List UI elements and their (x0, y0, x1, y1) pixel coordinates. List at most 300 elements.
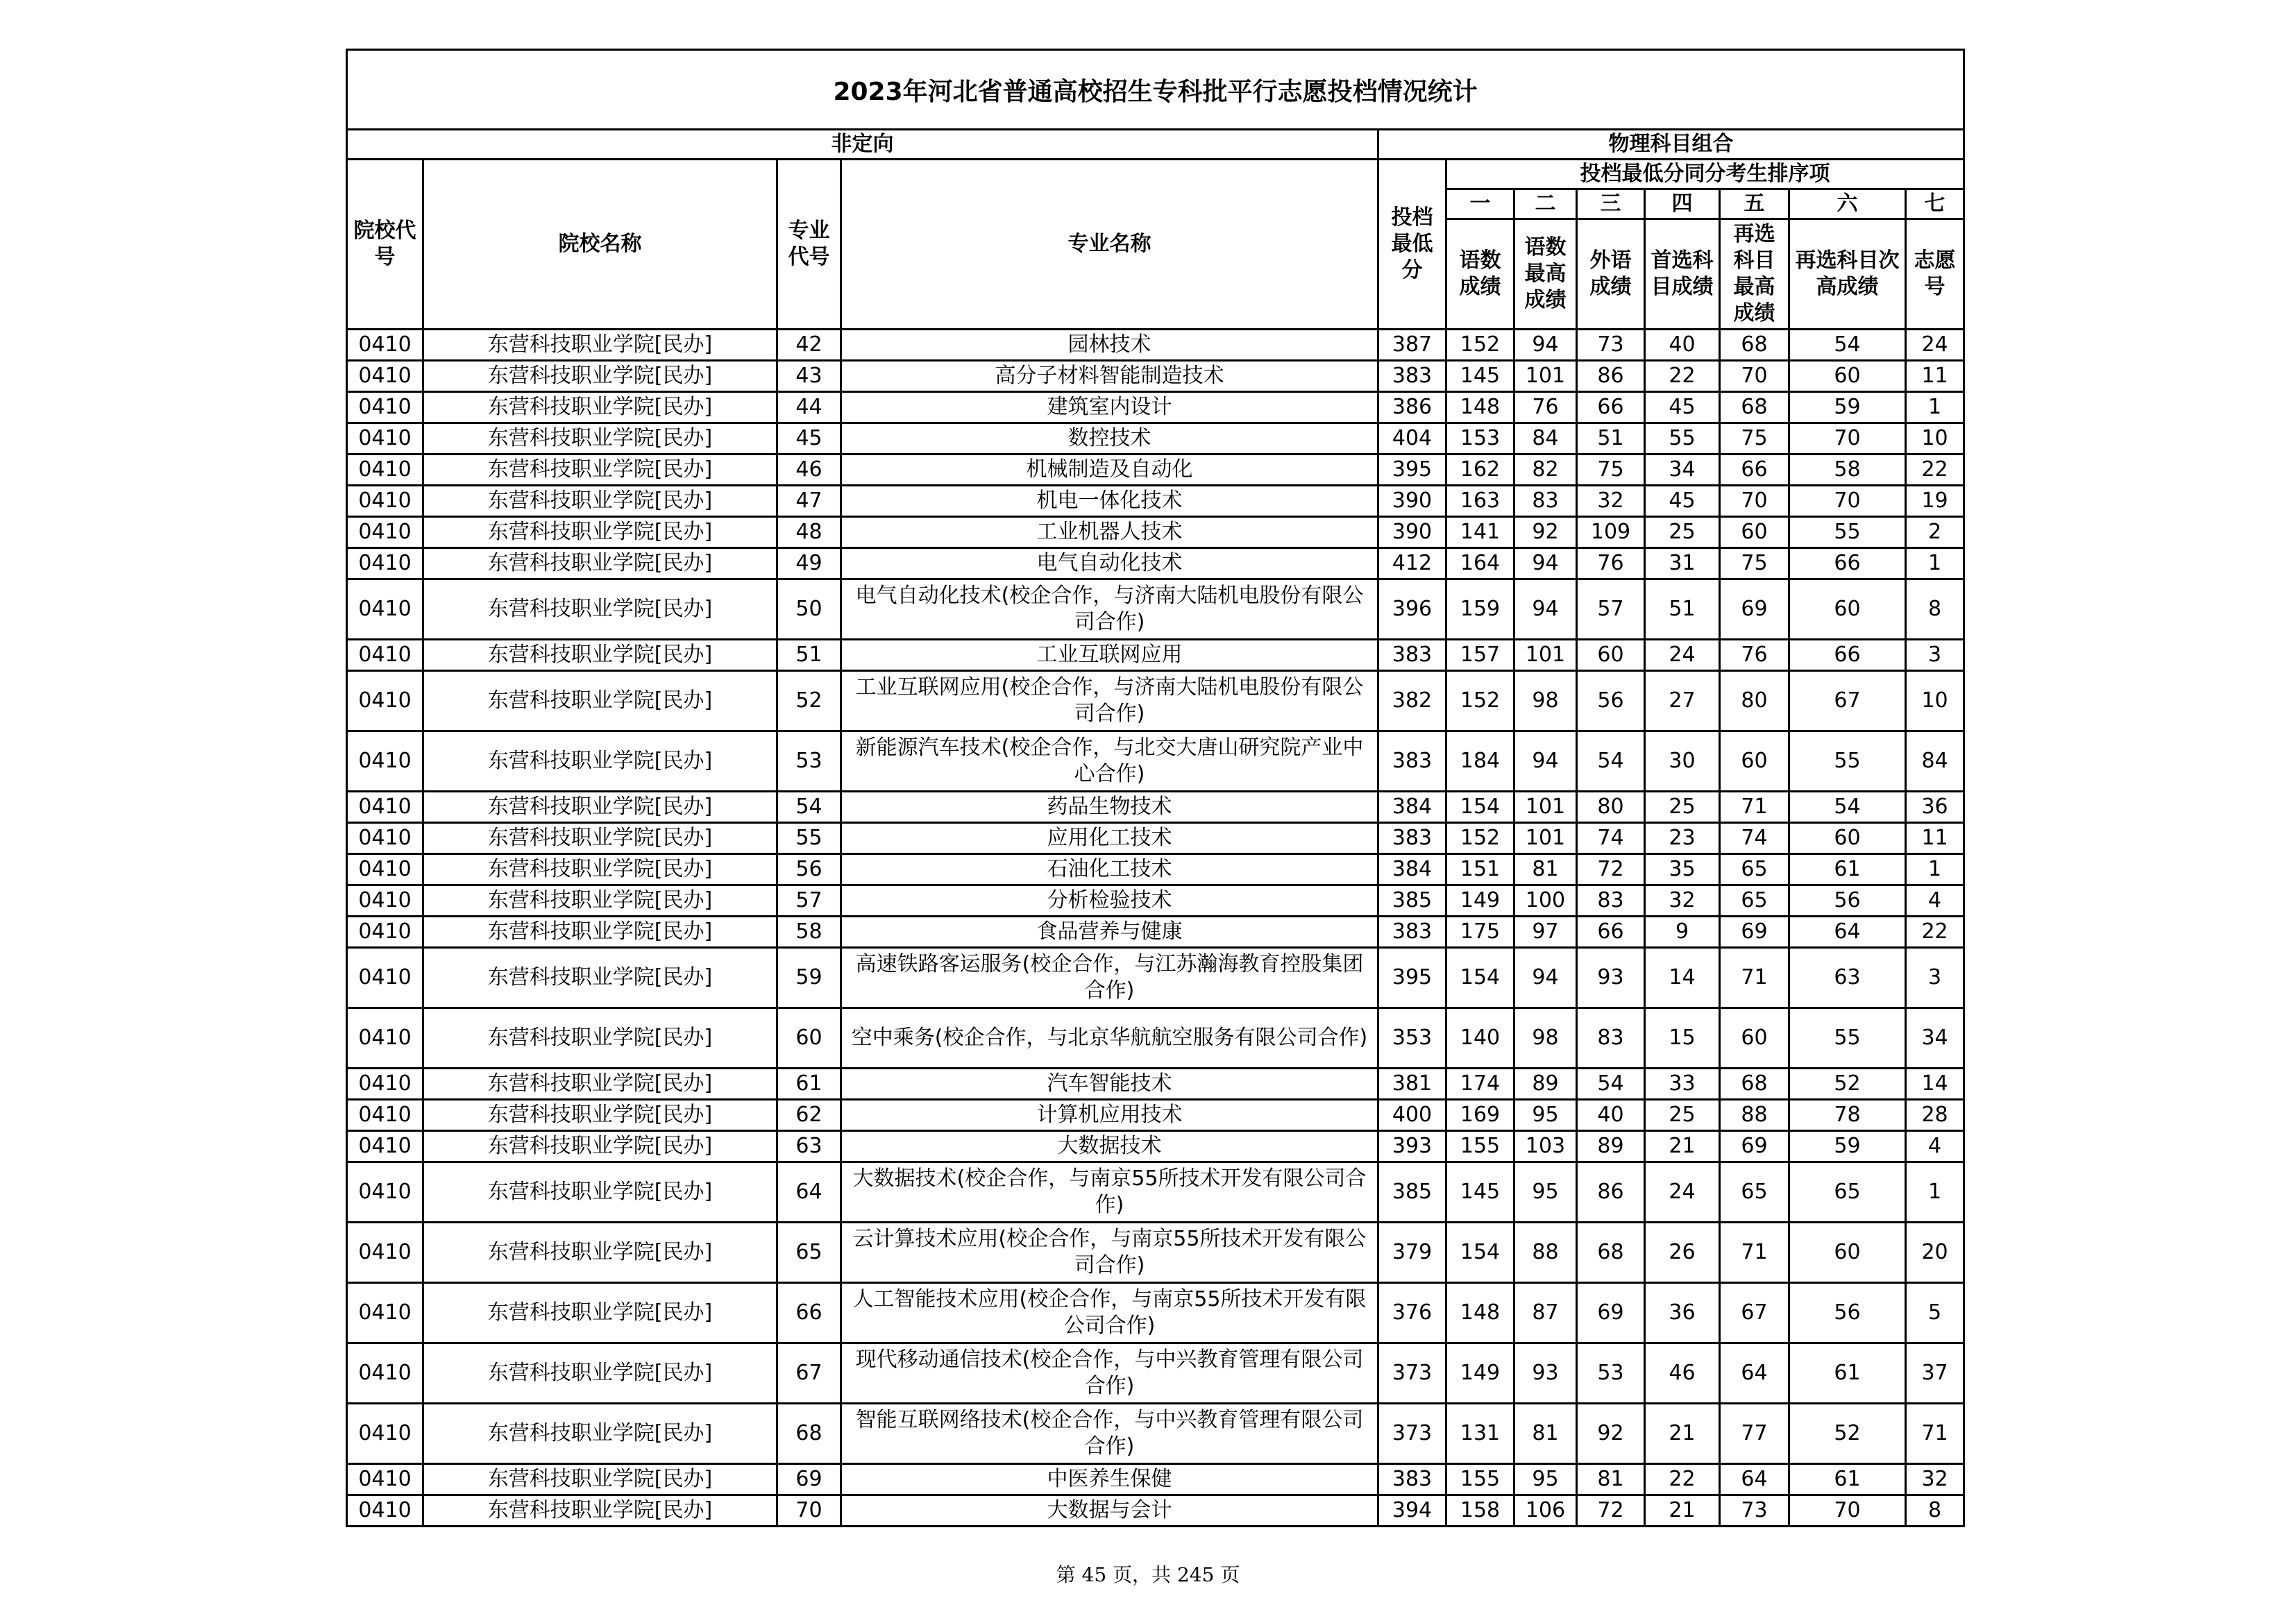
school-name-cell: 东营科技职业学院[民办] (423, 823, 777, 854)
rank6-cell: 59 (1789, 392, 1906, 423)
rank4-cell: 36 (1645, 1283, 1720, 1343)
major-name-cell: 智能互联网络技术(校企合作，与中兴教育管理有限公司合作) (841, 1404, 1378, 1464)
school-code-cell: 0410 (347, 1343, 423, 1404)
rank1-cell: 155 (1446, 1131, 1514, 1162)
rank7-cell: 1 (1906, 854, 1964, 885)
major-name-cell: 大数据技术(校企合作，与南京55所技术开发有限公司合作) (841, 1162, 1378, 1223)
table-body (347, 330, 1964, 1527)
rank3-cell: 53 (1577, 1343, 1645, 1404)
rank1-cell: 154 (1446, 792, 1514, 823)
rank5-cell: 88 (1720, 1100, 1789, 1131)
school-name-cell: 东营科技职业学院[民办] (423, 579, 777, 640)
school-code-cell: 0410 (347, 423, 423, 454)
col-header-min-score: 投档最低分 (1378, 160, 1446, 330)
rank5-cell: 65 (1720, 1162, 1789, 1223)
rank4-cell: 27 (1645, 671, 1720, 731)
rank1-cell: 154 (1446, 948, 1514, 1008)
rank3-cell: 80 (1577, 792, 1645, 823)
major-name-cell: 电气自动化技术 (841, 548, 1378, 579)
rank2-cell: 94 (1514, 548, 1577, 579)
rank4-cell: 26 (1645, 1223, 1720, 1283)
table-row (347, 731, 1964, 792)
rank1-cell: 148 (1446, 392, 1514, 423)
col-header-school-code: 院校代号 (347, 160, 423, 330)
major-code-cell: 45 (777, 423, 841, 454)
rank1-cell: 154 (1446, 1223, 1514, 1283)
min-score-cell: 386 (1378, 392, 1446, 423)
school-name-cell: 东营科技职业学院[民办] (423, 1162, 777, 1223)
col-header-school-name: 院校名称 (423, 160, 777, 330)
min-score-cell: 385 (1378, 1162, 1446, 1223)
rank5-cell: 64 (1720, 1464, 1789, 1495)
school-code-cell: 0410 (347, 1223, 423, 1283)
rank5-cell: 71 (1720, 1223, 1789, 1283)
rank6-cell: 52 (1789, 1404, 1906, 1464)
rank3-cell: 51 (1577, 423, 1645, 454)
rank1-cell: 140 (1446, 1008, 1514, 1069)
table-row (347, 1223, 1964, 1283)
rank3-cell: 60 (1577, 640, 1645, 671)
min-score-cell: 390 (1378, 486, 1446, 517)
table-row (347, 854, 1964, 885)
rank3-cell: 83 (1577, 1008, 1645, 1069)
rank6-cell: 58 (1789, 454, 1906, 486)
rank4-cell: 40 (1645, 330, 1720, 361)
rank2-cell: 89 (1514, 1069, 1577, 1100)
rank4-cell: 22 (1645, 361, 1720, 392)
rank7-cell: 10 (1906, 671, 1964, 731)
rank7-cell: 32 (1906, 1464, 1964, 1495)
rank2-cell: 81 (1514, 854, 1577, 885)
major-code-cell: 46 (777, 454, 841, 486)
school-code-cell: 0410 (347, 1283, 423, 1343)
major-code-cell: 67 (777, 1343, 841, 1404)
table-row (347, 671, 1964, 731)
rank1-cell: 151 (1446, 854, 1514, 885)
major-name-cell: 电气自动化技术(校企合作，与济南大陆机电股份有限公司合作) (841, 579, 1378, 640)
rank6-cell: 70 (1789, 486, 1906, 517)
rank5-cell: 77 (1720, 1404, 1789, 1464)
rank6-cell: 63 (1789, 948, 1906, 1008)
rank4-cell: 31 (1645, 548, 1720, 579)
rank1-cell: 153 (1446, 423, 1514, 454)
rank4-cell: 46 (1645, 1343, 1720, 1404)
rank7-cell: 11 (1906, 361, 1964, 392)
rank6-cell: 54 (1789, 330, 1906, 361)
school-code-cell: 0410 (347, 731, 423, 792)
rank5-cell: 74 (1720, 823, 1789, 854)
rank3-cell: 54 (1577, 1069, 1645, 1100)
rank3-cell: 86 (1577, 1162, 1645, 1223)
rank-label-3: 外语成绩 (1577, 219, 1645, 330)
school-code-cell: 0410 (347, 1100, 423, 1131)
rank4-cell: 21 (1645, 1404, 1720, 1464)
school-code-cell: 0410 (347, 1464, 423, 1495)
rank6-cell: 66 (1789, 640, 1906, 671)
min-score-cell: 384 (1378, 854, 1446, 885)
min-score-cell: 384 (1378, 792, 1446, 823)
rank7-cell: 4 (1906, 1131, 1964, 1162)
rank3-cell: 89 (1577, 1131, 1645, 1162)
major-name-cell: 大数据与会计 (841, 1495, 1378, 1527)
major-code-cell: 59 (777, 948, 841, 1008)
school-name-cell: 东营科技职业学院[民办] (423, 792, 777, 823)
rank7-cell: 20 (1906, 1223, 1964, 1283)
rank7-cell: 36 (1906, 792, 1964, 823)
rank-label-2: 语数最高成绩 (1514, 219, 1577, 330)
rank3-cell: 32 (1577, 486, 1645, 517)
major-code-cell: 64 (777, 1162, 841, 1223)
rank6-cell: 64 (1789, 917, 1906, 948)
rank4-cell: 45 (1645, 486, 1720, 517)
rank6-cell: 60 (1789, 361, 1906, 392)
rank7-cell: 2 (1906, 517, 1964, 548)
major-name-cell: 食品营养与健康 (841, 917, 1378, 948)
rank1-cell: 145 (1446, 1162, 1514, 1223)
rank3-cell: 68 (1577, 1223, 1645, 1283)
major-code-cell: 43 (777, 361, 841, 392)
table-row (347, 486, 1964, 517)
major-code-cell: 55 (777, 823, 841, 854)
rank5-cell: 68 (1720, 392, 1789, 423)
major-name-cell: 汽车智能技术 (841, 1069, 1378, 1100)
group-header-physics-combination: 物理科目组合 (1378, 130, 1964, 160)
rank4-cell: 35 (1645, 854, 1720, 885)
min-score-cell: 385 (1378, 885, 1446, 917)
school-name-cell: 东营科技职业学院[民办] (423, 1495, 777, 1527)
rank1-cell: 149 (1446, 1343, 1514, 1404)
rank6-cell: 61 (1789, 1464, 1906, 1495)
rank2-cell: 101 (1514, 361, 1577, 392)
rank3-cell: 83 (1577, 885, 1645, 917)
rank5-cell: 71 (1720, 948, 1789, 1008)
rank5-cell: 68 (1720, 330, 1789, 361)
min-score-cell: 383 (1378, 917, 1446, 948)
rank-label-4: 首选科目成绩 (1645, 219, 1720, 330)
school-name-cell: 东营科技职业学院[民办] (423, 1343, 777, 1404)
rank6-cell: 55 (1789, 1008, 1906, 1069)
major-code-cell: 48 (777, 517, 841, 548)
rank1-cell: 145 (1446, 361, 1514, 392)
rank5-cell: 76 (1720, 640, 1789, 671)
major-code-cell: 57 (777, 885, 841, 917)
rank1-cell: 162 (1446, 454, 1514, 486)
rank2-cell: 94 (1514, 948, 1577, 1008)
min-score-cell: 381 (1378, 1069, 1446, 1100)
table-row (347, 792, 1964, 823)
rank3-cell: 66 (1577, 917, 1645, 948)
major-code-cell: 65 (777, 1223, 841, 1283)
major-code-cell: 53 (777, 731, 841, 792)
rank6-cell: 61 (1789, 1343, 1906, 1404)
major-name-cell: 机械制造及自动化 (841, 454, 1378, 486)
rank6-cell: 65 (1789, 1162, 1906, 1223)
rank3-cell: 93 (1577, 948, 1645, 1008)
school-name-cell: 东营科技职业学院[民办] (423, 948, 777, 1008)
rank1-cell: 152 (1446, 671, 1514, 731)
school-code-cell: 0410 (347, 517, 423, 548)
table-row (347, 1008, 1964, 1069)
school-code-cell: 0410 (347, 548, 423, 579)
rank-label-7: 志愿号 (1906, 219, 1964, 330)
rank7-cell: 22 (1906, 917, 1964, 948)
rank1-cell: 152 (1446, 823, 1514, 854)
major-name-cell: 机电一体化技术 (841, 486, 1378, 517)
major-code-cell: 51 (777, 640, 841, 671)
rank1-cell: 155 (1446, 1464, 1514, 1495)
rank6-cell: 55 (1789, 731, 1906, 792)
rank-header-6: 六 (1789, 189, 1906, 219)
school-name-cell: 东营科技职业学院[民办] (423, 548, 777, 579)
rank4-cell: 25 (1645, 1100, 1720, 1131)
school-name-cell: 东营科技职业学院[民办] (423, 917, 777, 948)
table-row (347, 548, 1964, 579)
rank7-cell: 1 (1906, 1162, 1964, 1223)
rank5-cell: 67 (1720, 1283, 1789, 1343)
school-code-cell: 0410 (347, 486, 423, 517)
min-score-cell: 373 (1378, 1404, 1446, 1464)
page-footer: 第 45 页，共 245 页 (1056, 1563, 1240, 1586)
min-score-cell: 383 (1378, 731, 1446, 792)
school-code-cell: 0410 (347, 1495, 423, 1527)
school-name-cell: 东营科技职业学院[民办] (423, 1283, 777, 1343)
min-score-cell: 376 (1378, 1283, 1446, 1343)
rank3-cell: 72 (1577, 1495, 1645, 1527)
rank5-cell: 70 (1720, 486, 1789, 517)
school-code-cell: 0410 (347, 330, 423, 361)
rank6-cell: 59 (1789, 1131, 1906, 1162)
school-name-cell: 东营科技职业学院[民办] (423, 361, 777, 392)
min-score-cell: 383 (1378, 361, 1446, 392)
major-code-cell: 63 (777, 1131, 841, 1162)
rank3-cell: 74 (1577, 823, 1645, 854)
major-code-cell: 60 (777, 1008, 841, 1069)
school-code-cell: 0410 (347, 792, 423, 823)
rank6-cell: 54 (1789, 792, 1906, 823)
min-score-cell: 383 (1378, 640, 1446, 671)
table-row (347, 917, 1964, 948)
rank4-cell: 15 (1645, 1008, 1720, 1069)
rank5-cell: 60 (1720, 731, 1789, 792)
rank2-cell: 106 (1514, 1495, 1577, 1527)
rank5-cell: 69 (1720, 579, 1789, 640)
school-code-cell: 0410 (347, 885, 423, 917)
rank7-cell: 37 (1906, 1343, 1964, 1404)
school-code-cell: 0410 (347, 823, 423, 854)
rank7-cell: 19 (1906, 486, 1964, 517)
rank1-cell: 148 (1446, 1283, 1514, 1343)
school-code-cell: 0410 (347, 579, 423, 640)
major-code-cell: 50 (777, 579, 841, 640)
major-name-cell: 计算机应用技术 (841, 1100, 1378, 1131)
rank7-cell: 22 (1906, 454, 1964, 486)
min-score-cell: 373 (1378, 1343, 1446, 1404)
table-row (347, 392, 1964, 423)
min-score-cell: 353 (1378, 1008, 1446, 1069)
rank7-cell: 24 (1906, 330, 1964, 361)
school-name-cell: 东营科技职业学院[民办] (423, 423, 777, 454)
rank5-cell: 80 (1720, 671, 1789, 731)
rank2-cell: 95 (1514, 1464, 1577, 1495)
rank3-cell: 69 (1577, 1283, 1645, 1343)
major-code-cell: 56 (777, 854, 841, 885)
table-row (347, 1100, 1964, 1131)
rank1-cell: 152 (1446, 330, 1514, 361)
rank2-cell: 94 (1514, 330, 1577, 361)
rank7-cell: 71 (1906, 1404, 1964, 1464)
rank1-cell: 175 (1446, 917, 1514, 948)
rank3-cell: 75 (1577, 454, 1645, 486)
school-name-cell: 东营科技职业学院[民办] (423, 1464, 777, 1495)
major-name-cell: 中医养生保健 (841, 1464, 1378, 1495)
school-name-cell: 东营科技职业学院[民办] (423, 1100, 777, 1131)
rank-header-3: 三 (1577, 189, 1645, 219)
school-name-cell: 东营科技职业学院[民办] (423, 854, 777, 885)
rank5-cell: 60 (1720, 1008, 1789, 1069)
major-name-cell: 云计算技术应用(校企合作，与南京55所技术开发有限公司合作) (841, 1223, 1378, 1283)
min-score-cell: 383 (1378, 823, 1446, 854)
rank2-cell: 98 (1514, 671, 1577, 731)
rank-label-6: 再选科目次高成绩 (1789, 219, 1906, 330)
min-score-cell: 404 (1378, 423, 1446, 454)
rank4-cell: 14 (1645, 948, 1720, 1008)
major-name-cell: 药品生物技术 (841, 792, 1378, 823)
min-score-cell: 390 (1378, 517, 1446, 548)
rank2-cell: 76 (1514, 392, 1577, 423)
col-header-major-name: 专业名称 (841, 160, 1378, 330)
rank3-cell: 76 (1577, 548, 1645, 579)
rank2-cell: 87 (1514, 1283, 1577, 1343)
rank4-cell: 33 (1645, 1069, 1720, 1100)
rank6-cell: 61 (1789, 854, 1906, 885)
rank-header-5: 五 (1720, 189, 1789, 219)
table-row (347, 361, 1964, 392)
rank2-cell: 92 (1514, 517, 1577, 548)
rank4-cell: 21 (1645, 1131, 1720, 1162)
table-row (347, 579, 1964, 640)
table-row (347, 1495, 1964, 1527)
rank6-cell: 70 (1789, 423, 1906, 454)
table-row (347, 454, 1964, 486)
col-header-major-code: 专业代号 (777, 160, 841, 330)
school-code-cell: 0410 (347, 948, 423, 1008)
rank1-cell: 141 (1446, 517, 1514, 548)
rank-header-1: 一 (1446, 189, 1514, 219)
school-name-cell: 东营科技职业学院[民办] (423, 330, 777, 361)
rank3-cell: 86 (1577, 361, 1645, 392)
rank6-cell: 56 (1789, 885, 1906, 917)
table-row (347, 1404, 1964, 1464)
rank2-cell: 101 (1514, 792, 1577, 823)
rank3-cell: 81 (1577, 1464, 1645, 1495)
min-score-cell: 387 (1378, 330, 1446, 361)
rank3-cell: 54 (1577, 731, 1645, 792)
major-name-cell: 园林技术 (841, 330, 1378, 361)
group-header-tie-break: 投档最低分同分考生排序项 (1446, 160, 1964, 189)
group-header-non-directed: 非定向 (347, 130, 1378, 160)
table-row (347, 423, 1964, 454)
rank3-cell: 109 (1577, 517, 1645, 548)
rank5-cell: 69 (1720, 1131, 1789, 1162)
rank7-cell: 1 (1906, 392, 1964, 423)
rank4-cell: 51 (1645, 579, 1720, 640)
major-code-cell: 66 (777, 1283, 841, 1343)
rank4-cell: 25 (1645, 792, 1720, 823)
major-code-cell: 47 (777, 486, 841, 517)
major-code-cell: 44 (777, 392, 841, 423)
rank7-cell: 3 (1906, 948, 1964, 1008)
major-code-cell: 54 (777, 792, 841, 823)
rank7-cell: 3 (1906, 640, 1964, 671)
rank5-cell: 68 (1720, 1069, 1789, 1100)
rank1-cell: 164 (1446, 548, 1514, 579)
major-name-cell: 人工智能技术应用(校企合作，与南京55所技术开发有限公司合作) (841, 1283, 1378, 1343)
major-code-cell: 52 (777, 671, 841, 731)
school-code-cell: 0410 (347, 1069, 423, 1100)
rank2-cell: 103 (1514, 1131, 1577, 1162)
major-name-cell: 石油化工技术 (841, 854, 1378, 885)
rank3-cell: 40 (1577, 1100, 1645, 1131)
table-row (347, 1343, 1964, 1404)
table-title: 2023年河北省普通高校招生专科批平行志愿投档情况统计 (347, 50, 1964, 130)
rank5-cell: 69 (1720, 917, 1789, 948)
school-code-cell: 0410 (347, 454, 423, 486)
rank2-cell: 101 (1514, 823, 1577, 854)
rank1-cell: 184 (1446, 731, 1514, 792)
rank6-cell: 60 (1789, 579, 1906, 640)
rank1-cell: 169 (1446, 1100, 1514, 1131)
major-name-cell: 数控技术 (841, 423, 1378, 454)
rank2-cell: 98 (1514, 1008, 1577, 1069)
min-score-cell: 394 (1378, 1495, 1446, 1527)
major-code-cell: 61 (777, 1069, 841, 1100)
rank3-cell: 57 (1577, 579, 1645, 640)
table-row (347, 330, 1964, 361)
major-code-cell: 69 (777, 1464, 841, 1495)
rank7-cell: 84 (1906, 731, 1964, 792)
rank1-cell: 158 (1446, 1495, 1514, 1527)
rank2-cell: 93 (1514, 1343, 1577, 1404)
major-code-cell: 58 (777, 917, 841, 948)
rank2-cell: 81 (1514, 1404, 1577, 1464)
major-name-cell: 新能源汽车技术(校企合作，与北交大唐山研究院产业中心合作) (841, 731, 1378, 792)
rank5-cell: 65 (1720, 885, 1789, 917)
rank7-cell: 28 (1906, 1100, 1964, 1131)
rank4-cell: 32 (1645, 885, 1720, 917)
rank4-cell: 24 (1645, 1162, 1720, 1223)
school-name-cell: 东营科技职业学院[民办] (423, 885, 777, 917)
rank3-cell: 56 (1577, 671, 1645, 731)
rank7-cell: 14 (1906, 1069, 1964, 1100)
rank4-cell: 21 (1645, 1495, 1720, 1527)
rank3-cell: 72 (1577, 854, 1645, 885)
major-name-cell: 工业互联网应用(校企合作，与济南大陆机电股份有限公司合作) (841, 671, 1378, 731)
rank6-cell: 55 (1789, 517, 1906, 548)
rank6-cell: 78 (1789, 1100, 1906, 1131)
rank2-cell: 95 (1514, 1100, 1577, 1131)
rank6-cell: 67 (1789, 671, 1906, 731)
school-name-cell: 东营科技职业学院[民办] (423, 1131, 777, 1162)
rank4-cell: 9 (1645, 917, 1720, 948)
major-code-cell: 68 (777, 1404, 841, 1464)
rank6-cell: 56 (1789, 1283, 1906, 1343)
rank7-cell: 1 (1906, 548, 1964, 579)
rank1-cell: 157 (1446, 640, 1514, 671)
major-code-cell: 49 (777, 548, 841, 579)
admission-table-sheet (346, 49, 1963, 1527)
major-name-cell: 应用化工技术 (841, 823, 1378, 854)
min-score-cell: 400 (1378, 1100, 1446, 1131)
